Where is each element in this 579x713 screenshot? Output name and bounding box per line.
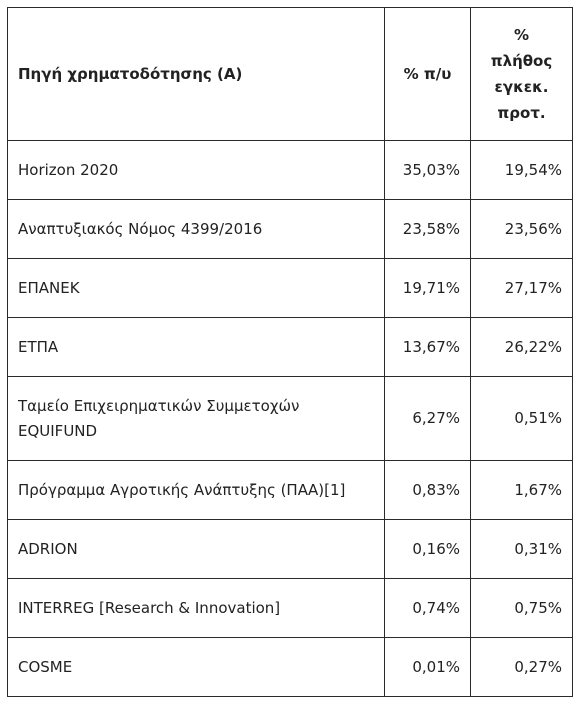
header-funding-source: Πηγή χρηματοδότησης (Α) [8,8,385,141]
table-header-row [8,8,573,141]
cell-approved-proposals-percent: 0,75% [471,579,573,638]
header-count-line: % [513,26,530,44]
cell-approved-proposals-percent: 19,54% [471,141,573,200]
cell-approved-proposals-percent: 26,22% [471,318,573,377]
cell-approved-proposals-percent: 1,67% [471,461,573,520]
cell-approved-proposals-percent: 27,17% [471,259,573,318]
cell-funding-source: Horizon 2020 [8,141,385,200]
cell-approved-proposals-percent: 0,51% [471,377,573,461]
cell-budget-percent: 6,27% [385,377,471,461]
cell-approved-proposals-percent: 0,27% [471,638,573,697]
cell-budget-percent: 0,74% [385,579,471,638]
cell-budget-percent: 0,83% [385,461,471,520]
cell-funding-source: INTERREG [Research & Innovation] [8,579,385,638]
header-budget-percent: % π/υ [385,8,471,141]
cell-budget-percent: 0,16% [385,520,471,579]
cell-budget-percent: 23,58% [385,200,471,259]
cell-budget-percent: 0,01% [385,638,471,697]
table-row [8,579,573,638]
cell-funding-source: ADRION [8,520,385,579]
table-row [8,200,573,259]
cell-funding-source: COSME [8,638,385,697]
cell-funding-source: Πρόγραμμα Αγροτικής Ανάπτυξης (ΠΑΑ)[1] [8,461,385,520]
header-count-line: εγκεκ. [494,78,549,96]
table-row [8,520,573,579]
cell-budget-percent: 19,71% [385,259,471,318]
cell-approved-proposals-percent: 0,31% [471,520,573,579]
funding-sources-table [7,7,573,697]
cell-source-line: EQUIFUND [18,421,98,440]
table-row [8,141,573,200]
table-row [8,638,573,697]
header-approved-proposals-percent [471,8,573,141]
cell-budget-percent: 35,03% [385,141,471,200]
cell-funding-source: Αναπτυξιακός Νόμος 4399/2016 [8,200,385,259]
header-count-line: πλήθος [490,52,553,70]
cell-approved-proposals-percent: 23,56% [471,200,573,259]
table-row [8,377,573,461]
table-row [8,461,573,520]
cell-source-line: Ταμείο Επιχειρηματικών Συμμετοχών [18,396,300,415]
table-row [8,318,573,377]
cell-funding-source: ΕΤΠΑ [8,318,385,377]
table-row [8,259,573,318]
cell-funding-source: ΕΠΑΝΕΚ [8,259,385,318]
cell-funding-source [8,377,385,461]
cell-budget-percent: 13,67% [385,318,471,377]
header-count-line: προτ. [497,104,546,122]
